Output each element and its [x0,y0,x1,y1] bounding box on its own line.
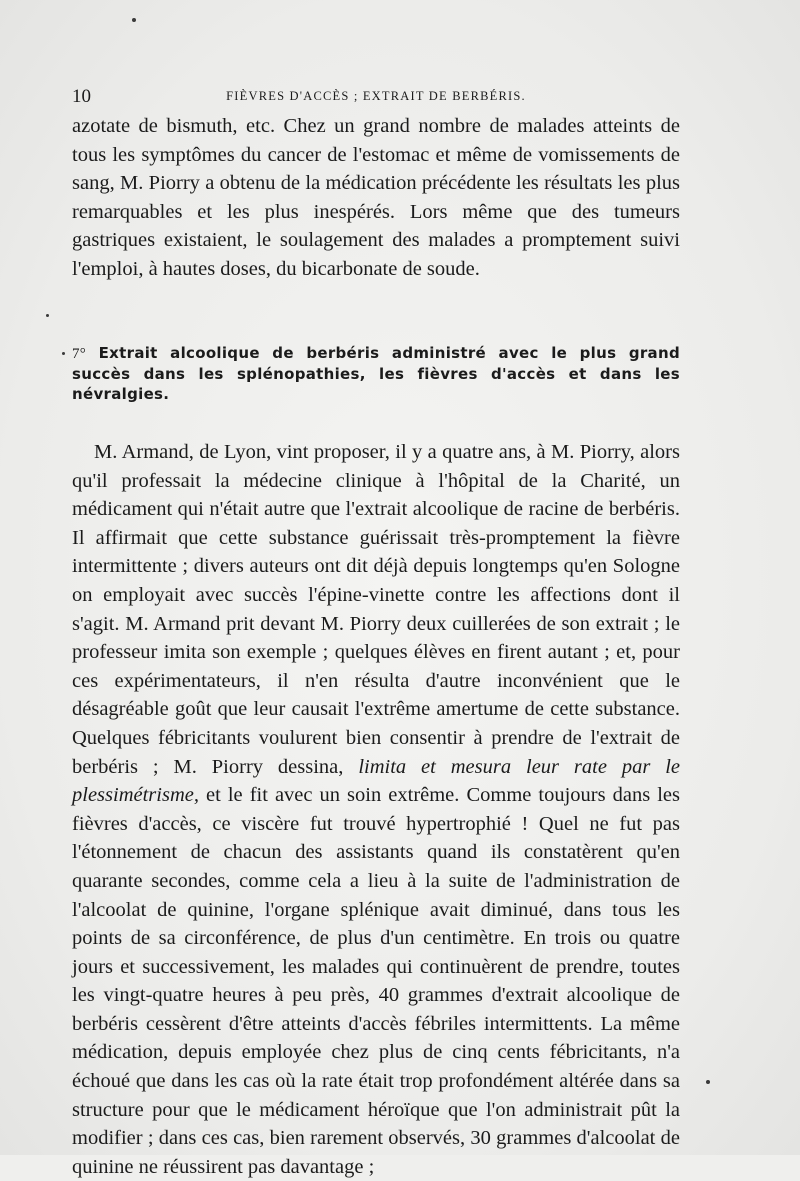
paragraph-main-text-2: et le fit avec un soin extrême. Comme toujours dans les fièvres d'accès, ce viscère fut trouvé hypertrophié ! Quel ne fut pas l'étonnement de chacun des assistants quand ils constatèrent qu'en quarante secondes, comme cela a lieu à la suite de l'administration de l'alcoolat de quinine, l'organe splénique avait diminué, dans tous les points de sa circonférence, de plus d'un centimètre. En trois ou quatre jours et successivement, les malades qui continuèrent de prendre, toutes les vingt-quatre heures à peu près, 40 grammes d'extrait alcoolique de berbéris cessèrent d'être atteints d'accès fébriles intermittents. La même médication, depuis employée chez plus de cinq cents fébricitants, n'a échoué que dans les cas où la rate était trop profondément altérée dans sa structure pour que le médicament héroïque que l'on administrait pût la modifier ; dans ces cas, bien rarement observés, 30 grammes d'alcoolat de quinine ne réussirent pas davantage ; [72,784,681,1178]
section-title: Extrait alcoolique de berbéris administré avec le plus grand succès dans les splénopathies, les fièvres d'accès et dans les névralgies. [72,344,680,403]
section-number: 7° [72,346,87,362]
paper-speck [706,1080,710,1084]
paragraph-main-text-1: M. Armand, de Lyon, vint proposer, il y a quatre ans, à M. Piorry, alors qu'il professait la médecine clinique à l'hôpital de la Charité, un médicament qui n'était autre que l'extrait alcoolique de racine de berbéris. Il affirmait que cette substance guérissait très-promptement la fièvre intermittente ; divers auteurs ont dit déjà depuis longtemps qu'en Sologne on employait avec succès l'épine-vinette contre les affections dont il s'agit. M. Armand prit devant M. Piorry deux cuillerées de son extrait ; le professeur imita son exemple ; quelques élèves en firent autant ; et, pour ces expérimentateurs, il n'en résulta d'autre inconvénient que le désagréable goût que leur causait l'extrême amertume de cette substance. Quelques fébricitants voulurent bien consentir à prendre de l'extrait de berbéris ; M. Piorry dessina, [72,441,680,778]
paragraph-main-italic: limita et mesura leur rate par le plessimétrisme, [72,755,681,807]
paragraph-continuation: azotate de bismuth, etc. Chez un grand nombre de malades atteints de tous les symptômes du cancer de l'estomac et même de vomissements de sang, M. Piorry a obtenu de la médication précédente les résultats les plus remarquables et les plus inespérés. Lors même que des tumeurs gastriques existaient, le soulagement des malades a promptement suivi l'emploi, à hautes doses, du bicarbonate de soude. [72,115,680,280]
section-heading [72,343,680,404]
paragraph-main [72,438,680,1181]
page-header [72,86,680,108]
paper-speck [46,314,49,317]
paper-speck [132,18,136,22]
page-number: 10 [72,86,91,107]
paper-speck [62,352,65,355]
running-head: FIÈVRES D'ACCÈS ; EXTRAIT DE BERBÉRIS. [226,89,526,103]
